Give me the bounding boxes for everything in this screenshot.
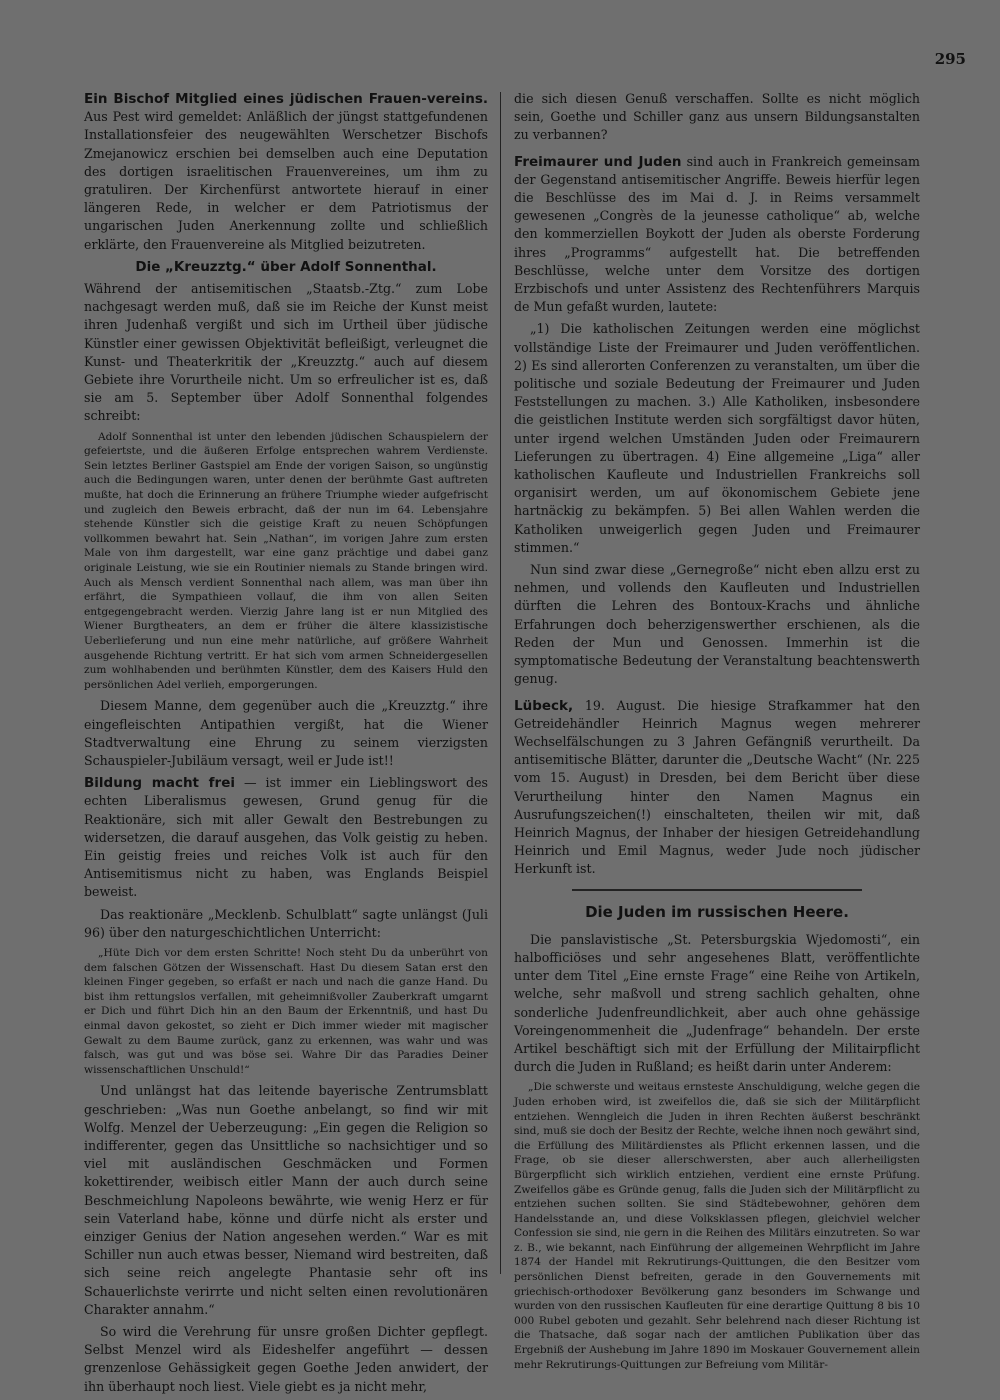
article-freimaurer <box>514 153 920 317</box>
article-sonnenthal-quote: Adolf Sonnenthal ist unter den lebenden jüdischen Schauspielern der gefeiertste, und die äußeren Erfolge entsprechen wahrem Verdienste. Sein letztes Berliner Gastspiel am Ende der vorigen Saison, so ungünstig auch die Bedingungen waren, unter denen der berühmte Gast auftreten mußte, hat doch die Erinnerung an frühere Triumphe wieder aufgefrischt und zugleich den Beweis erbracht, daß der nun im 64. Lebensjahre stehende Künstler sich die geistige Kraft zu neuen Schöpfungen vollkommen bewahrt hat. Sein „Nathan“, im vorigen Jahre zum ersten Male von ihm dargestellt, war eine ganz prächtige und dabei ganz originale Leistung, wie sie ein Routinier niemals zu Stande bringen wird. Auch als Mensch verdient Sonnenthal nach allem, was man über ihn erfährt, die Sympathieen vollauf, die ihm von allen Seiten entgegengebracht werden. Vierzig Jahre lang ist er nun Mitglied des Wiener Burgtheaters, an dem er früher die ältere klassizistische Ueberlieferung und nun eine mehr natürliche, auf größere Wahrheit ausgehende Richtung vertritt. Er hat sich vom armen Schneidergesellen zum wohlhabenden und berühmten Künstler, dem des Kaisers Huld den persönlichen Adel verlieh, emporgerungen. <box>84 430 488 691</box>
article-bishop <box>84 90 488 254</box>
article-luebeck-text: 19. August. Die hiesige Strafkammer hat den Getreidehändler Heinrich Magnus wegen mehrerer Wechselfälschungen zu 3 Jahren Gefängniß verurtheilt. Da antisemitische Blätter, darunter die „Deutsche Wacht“ (Nr. 225 vom 15. August) in Dresden, bei dem Bericht über diese Verurtheilung hinter den Namen Magnus ein Ausrufungszeichen(!) einschalteten, theilen wir mit, daß Heinrich Magnus, der Inhaber der hiesigen Getreidehandlung Heinrich und Emil Magnus, weder Jude noch jüdischer Herkunft ist. <box>514 697 920 877</box>
right-column <box>514 90 920 1377</box>
article-russian-army-quote: „Die schwerste und weitaus ernsteste Anschuldigung, welche gegen die Juden erhoben wird, ist zweifellos die, daß sie sich der Militärpflicht entziehen. Wenngleich die Juden in ihren Rechten äußerst beschränkt sind, muß sie doch der Besitz der Rechte, welche ihnen noch gewährt sind, die Erfüllung des Militärdienstes als Pflicht erkennen lassen, und die Frage, ob sie dieser allerschwersten, aber auch allerheiligsten Bürgerpflicht sich wirklich entziehen, verdient eine ernste Prüfung. Zweifellos gäbe es Gründe genug, falls die Juden sich der Militärpflicht zu entziehen suchen sollten. Sie sind Städtebewohner, gehören dem Handelsstande an, und diese Volksklassen pflegen, gleichviel welcher Confession sie sind, nie gern in die Reihen des Militärs einzutreten. So war z. B., wie bekannt, nach Einführung der allgemeinen Wehrpflicht im Jahre 1874 der Handel mit Rekrutirungs-Quittungen, die den Besitzer vom persönlichen Dienst befreiten, gerade in den Gouvernements mit griechisch-orthodoxer Bevölkerung ganz besonders im Schwange und wurden von den russischen Kaufleuten für eine derartige Quittung 8 bis 10 000 Rubel geboten und gezahlt. Sehr belehrend nach dieser Richtung ist die Thatsache, daß sogar nach der amtlichen Publikation über das Ergebniß der Aushebung im Jahre 1890 im Moskauer Gouvernement allein mehr Rekrutirungs-Quittungen zur Befreiung vom Militär- <box>514 1081 920 1371</box>
column-divider <box>500 92 501 1274</box>
article-bildung-heading: Bildung macht frei <box>84 775 235 792</box>
article-bildung-text4: So wird die Verehrung für unsre großen Dichter gepflegt. Selbst Menzel wird als Eideshelfer angeführt — dessen grenzenlose Gehässigkeit gegen Goethe Jeden anwidert, der ihn überhaupt noch liest. Viele giebt es ja nicht mehr, <box>84 1323 488 1394</box>
article-freimaurer-heading: Freimaurer und Juden <box>514 153 682 170</box>
article-luebeck-heading: Lübeck, <box>514 697 574 714</box>
article-bildung-quote: „Hüte Dich vor dem ersten Schritte! Noch steht Du da unberührt von dem falschen Götzen der Wissenschaft. Hast Du diesem Satan erst den kleinen Finger gegeben, so erfaßt er nach und nach die ganze Hand. Du bist ihm rettungslos verfallen, mit geheimnißvoller Zauberkraft umgarnt er Dich und führt Dich hin an den Baum der Erkenntniß, und hast Du einmal davon gekostet, so zieht er Dich immer wieder mit magischer Gewalt zu dem Baume zurück, ganz zu erkennen, was wahr und was falsch, was gut und was böse sei. Wahre Dir das Paradies Deiner wissenschaftlichen Unschuld!“ <box>84 946 488 1076</box>
page-number: 295 <box>934 50 966 68</box>
section-divider <box>572 889 862 891</box>
article-bishop-heading: Ein Bischof Mitglied eines jüdischen Frauen-vereins. <box>84 91 488 107</box>
article-luebeck <box>514 697 920 879</box>
article-bildung <box>84 774 488 901</box>
article-bishop-text: Aus Pest wird gemeldet: Anläßlich der jüngst stattgefundenen Installationsfeier des neugewählten Werschetzer Bischofs Zmejanowicz erschien bei demselben auch eine Deputation des dortigen israelitischen Frauenvereines, um ihm zu gratuliren. Der Kirchenfürst antwortete hierauf in einer längeren Rede, in welcher er dem Patriotismus der ungarischen Juden Anerkennung zollte und schließlich erklärte, den Frauenvereine als Mitglied beizutreten. <box>84 109 488 252</box>
article-freimaurer-text: sind auch in Frankreich gemeinsam der Gegenstand antisemitischer Angriffe. Beweis hierfür legen die Beschlüsse des im Mai d. J. in Reims versammelt gewesenen „Congrès de la jeunesse catholique“ ab, welche den kommerziellen Boykott der Juden als oberste Forderung ihres „Programms“ aufgestellt hat. Die betreffenden Beschlüsse, welche unter dem Vorsitze des dortigen Erzbischofs und unter Assistenz des Rechtenführers Marquis de Mun gefaßt wurden, lautete: <box>514 153 920 315</box>
article-bildung-continued: die sich diesen Genuß verschaffen. Sollte es nicht möglich sein, Goethe und Schiller ganz aus unsern Bildungsanstalten zu verbannen? <box>514 91 920 143</box>
article-sonnenthal-text: Während der antisemitischen „Staatsb.-Ztg.“ zum Lobe nachgesagt werden muß, daß sie im Reiche der Kunst meist ihren Judenhaß vergißt und sich im Urtheil über jüdische Künstler einer gewissen Objektivität befleißigt, verleugnet die Kunst- und Theaterkritik der „Kreuzztg.“ auch auf diesem Gebiete ihre Vorurtheile nicht. Um so erfreulicher ist es, daß sie am 5. September über Adolf Sonnenthal folgendes schreibt: <box>84 281 488 424</box>
article-sonnenthal-heading: Die „Kreuzztg.“ über Adolf Sonnenthal. <box>135 258 437 275</box>
section-title: Die Juden im russischen Heere. <box>585 902 849 921</box>
article-bildung-text3: Und unlängst hat das leitende bayerische Zentrumsblatt geschrieben: „Was nun Goethe anbelangt, so find wir mit Wolfg. Menzel der Ueberzeugung: „Ein gegen die Religion so indifferenter, gegen das Unsittliche so nachsichtiger und so viel mit ausländischen Geschmäcken und Formen kokettirender, weibisch eitler Mann der auch durch seine Beschmeichlung Napoleons bewährte, wie wenig Herz er für sein Vaterland habe, könne und dürfe nicht als erster und einziger Genius der Nation angesehen werden.“ War es mit Schiller nun auch etwas besser, Niemand wird bestreiten, daß sich seine reich angelegte Phantasie sehr oft ins Schauerlichste verirrte und nicht selten einen revolutionären Charakter annahm.“ <box>84 1083 488 1317</box>
article-freimaurer-resolutions: „1) Die katholischen Zeitungen werden eine möglichst vollständige Liste der Freimaurer und Juden veröffentlichen. 2) Es sind allerorten Conferenzen zu veranstalten, um über die politische und soziale Bedeutung der Freimaurer und Juden Feststellungen zu machen. 3.) Alle Katholiken, insbesondere die geistlichen Institute werden sich sorgfältigst davor hüten, unter irgend welchen Umständen Juden oder Freimaurern Lieferungen zu übertragen. 4) Eine allgemeine „Liga“ aller katholischen Kaufleute und Industriellen Frankreichs soll organisirt werden, um auf ökonomischem Gebiete jene hartnäckig zu bekämpfen. 5) Bei allen Wahlen werden die Katholiken unweigerlich gegen Juden und Freimaurer stimmen.“ <box>514 321 920 555</box>
article-russian-army-text: Die panslavistische „St. Petersburgskia Wjedomosti“, ein halbofficiöses und sehr angesehenes Blatt, veröffentlichte unter dem Titel „Eine ernste Frage“ eine Reihe von Artikeln, welche, sehr maßvoll und streng sachlich gehalten, ohne sonderliche Judenfreundlichkeit, aber auch ohne gehässige Voreingenommenheit die „Judenfrage“ behandeln. Der erste Artikel beschäftigt sich mit der Erfüllung der Militairpflicht durch die Juden in Rußland; es heißt darin unter Anderem: <box>514 931 920 1075</box>
article-bildung-text2: Das reaktionäre „Mecklenb. Schulblatt“ sagte unlängst (Juli 96) über den naturgeschichtlichen Unterricht: <box>84 906 488 940</box>
article-sonnenthal-conclusion: Diesem Manne, dem gegenüber auch die „Kreuzztg.“ ihre eingefleischten Antipathien vergißt, hat die Wiener Stadtverwaltung eine Ehrung zu seinem vierzigsten Schauspieler-Jubiläum versagt, weil er Jude ist!! <box>84 698 488 768</box>
article-freimaurer-comment: Nun sind zwar diese „Gernegroße“ nicht eben allzu erst zu nehmen, und vollends den Kaufleuten und Industriellen dürften die Lehren des Bontoux-Krachs und ähnliche Erfahrungen doch beherzigenswerther erschienen, als die Reden der Mun und Genossen. Immerhin ist die symptomatische Bedeutung der Veranstaltung beachtenswerth genug. <box>514 562 920 687</box>
article-bildung-text: — ist immer ein Lieblingswort des echten Liberalismus gewesen, Grund genug für die Reaktionäre, sich mit aller Gewalt den Bestrebungen zu widersetzen, die darauf ausgehen, das Volk geistig zu heben. Ein geistig freies und reiches Volk ist auch für den Antisemitismus nicht zu haben, was Englands Beispiel beweist. <box>84 775 488 900</box>
left-column <box>84 90 488 1400</box>
